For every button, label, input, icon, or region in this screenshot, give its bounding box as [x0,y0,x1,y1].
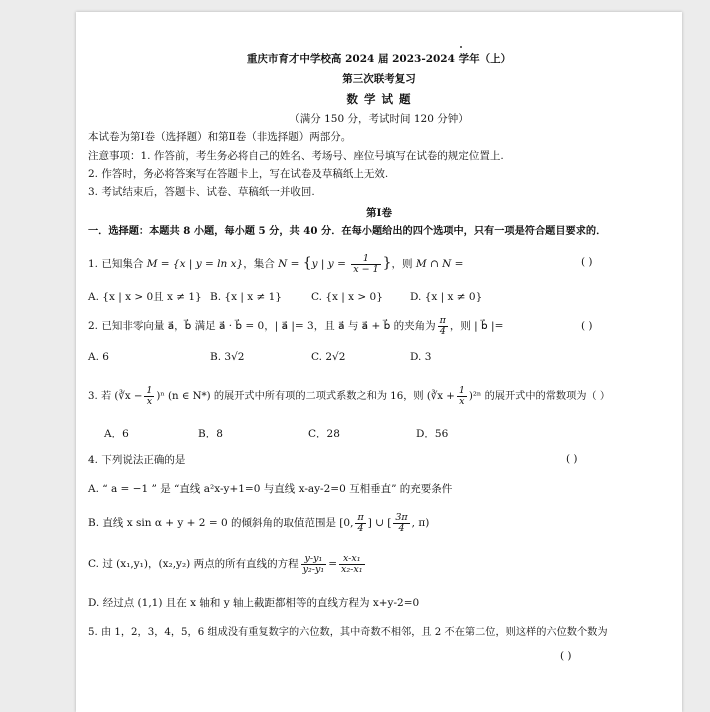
q1-option-d: D. {x | x ≠ 0} [410,291,483,303]
q3-text1: 3. 若 (∛x − [88,391,143,402]
q4-b-mid: ] ∪ [ [367,517,392,529]
question-5: 5. 由 1，2，3，4，5，6 组成没有重复数字的六位数，其中奇数不相邻，且 2 不在第二位，则这样的六位数个数为 [88,627,608,638]
q1-set-n-pre: N = [278,258,303,270]
q2-pre: 2. 已知非零向量 a⃗，b⃗ 满足 a⃗ · b⃗ = 0，| a⃗ |= 3，且 a⃗ 与 a⃗ + b⃗ 的夹角为 [88,320,436,332]
q4-answer-paren: ( ) [566,453,578,465]
q1-option-c: C. {x | x > 0} [311,291,383,303]
q1-fraction [351,254,380,275]
intro-structure: 本试卷为第Ⅰ卷（选择题）和第Ⅱ卷（非选择题）两部分。 [88,131,352,143]
q5-answer-paren: ( ) [560,650,572,662]
q4-c-f1-den: y₂-y₁ [302,563,325,575]
q4-c-f1-num: y-y₁ [301,554,327,565]
q4-b-f2-den: 4 [398,522,405,534]
q4-b-f2-num: 3π [395,511,408,523]
q2-option-a: A. 6 [88,351,109,363]
q4-option-c [88,550,367,578]
volume-heading: 第Ⅰ卷 [366,207,392,219]
q1-frac-den: x − 1 [353,263,379,275]
q4-c-pre: C. 过 (x₁,y₁)，(x₂,y₂) 两点的所有直线的方程 [88,558,299,570]
q4-option-b [88,510,429,536]
q3-frac1-den: x [146,395,153,407]
q3-option-b: B．8 [198,428,223,440]
q1-set-n: y | y = [311,258,350,270]
q3-option-d: D．56 [416,428,449,440]
q2-answer-paren: ( ) [581,320,593,332]
q1-frac-num: 1 [351,254,380,265]
question-3 [88,385,610,409]
q3-text2: )ⁿ (n ∈ N*) 的展开式中所有项的二项式系数之和为 16，则 (∛x + [156,391,455,402]
question-2 [88,314,503,338]
q4-b-pre: B. 直线 x sin α + y + 2 = 0 的倾斜角的取值范围是 [0, [88,517,354,529]
q4-b-f1-den: 4 [357,522,364,534]
q1-answer-paren: ( ) [581,256,593,268]
q2-option-d: D. 3 [410,351,432,363]
intro-note2: 2. 作答时，务必将答案写在答题卡上，写在试卷及草稿纸上无效. [88,168,389,180]
exam-name: 数 学 试 题 [346,92,412,106]
q4-b-fraction-1 [355,513,365,534]
q3-fraction-1 [144,386,154,407]
q4-b-post: , π) [411,517,430,529]
q2-frac-den: 4 [439,325,446,337]
q4-option-a: A. “ a = −1 ” 是 “直线 a²x-y+1=0 与直线 x-ay-2=0 互相垂直” 的充要条件 [88,483,453,495]
q4-b-fraction-2 [393,513,409,534]
q4-b-f1-num: π [357,511,364,523]
q2-option-c: C. 2√2 [311,351,346,363]
q1-brace-open: { [302,255,312,271]
question-4: 4. 下列说法正确的是 [88,454,186,466]
q4-c-eq: = [328,558,337,570]
q2-post: ，则 | b⃗ |= [449,320,504,332]
q1-pre: 1. 已知集合 [88,258,147,270]
q4-c-fraction-2 [339,554,365,575]
q3-text3: )²ⁿ 的展开式中的常数项为（ ） [468,391,611,402]
q3-frac2-den: x [459,395,465,407]
q2-fraction [438,316,448,337]
q3-option-a: A．6 [104,428,129,440]
q1-brace-close: } [382,255,392,271]
q1-option-b: B. {x | x ≠ 1} [210,291,282,303]
q4-c-fraction-1 [301,554,327,575]
q3-frac1-num: 1 [146,384,153,396]
q4-c-f2-den: x₂-x₁ [341,563,363,575]
q1-ask: M ∩ N = [415,258,464,270]
q1-option-a: A. {x | x > 0且 x ≠ 1} [88,291,202,303]
q3-frac2-num: 1 [458,384,465,396]
q1-post: ，则 [391,258,416,270]
exam-title: 重庆市育才中学校高 2024 届 2023-2024 学年（上） [246,53,512,65]
q1-mid: ，集合 [243,258,279,270]
exam-subtitle: 第三次联考复习 [342,73,416,85]
intro-note1: 注意事项：1. 作答前，考生务必将自己的姓名、考场号、座位号填写在试卷的规定位置上. [88,150,504,162]
intro-note3: 3. 考试结束后，答题卡、试卷、草稿纸一并收回. [88,186,315,198]
q2-option-b: B. 3√2 [210,351,245,363]
section-instruction: 一．选择题：本题共 8 小题，每小题 5 分，共 40 分．在每小题给出的四个选项中，只有一项是符合题目要求的． [88,225,607,237]
q3-option-c: C．28 [308,428,340,440]
q1-set-m: M = {x | y = ln x} [146,258,244,270]
score-time: （满分 150 分，考试时间 120 分钟） [289,113,469,125]
question-1 [88,252,463,275]
q3-fraction-2 [457,386,467,407]
q4-option-d: D. 经过点 (1,1) 且在 x 轴和 y 轴上截距都相等的直线方程为 x+y-2=0 [88,597,420,609]
speck [460,46,462,48]
q4-c-f2-num: x-x₁ [339,554,365,565]
q2-frac-num: π [439,314,446,326]
exam-page [76,12,682,712]
